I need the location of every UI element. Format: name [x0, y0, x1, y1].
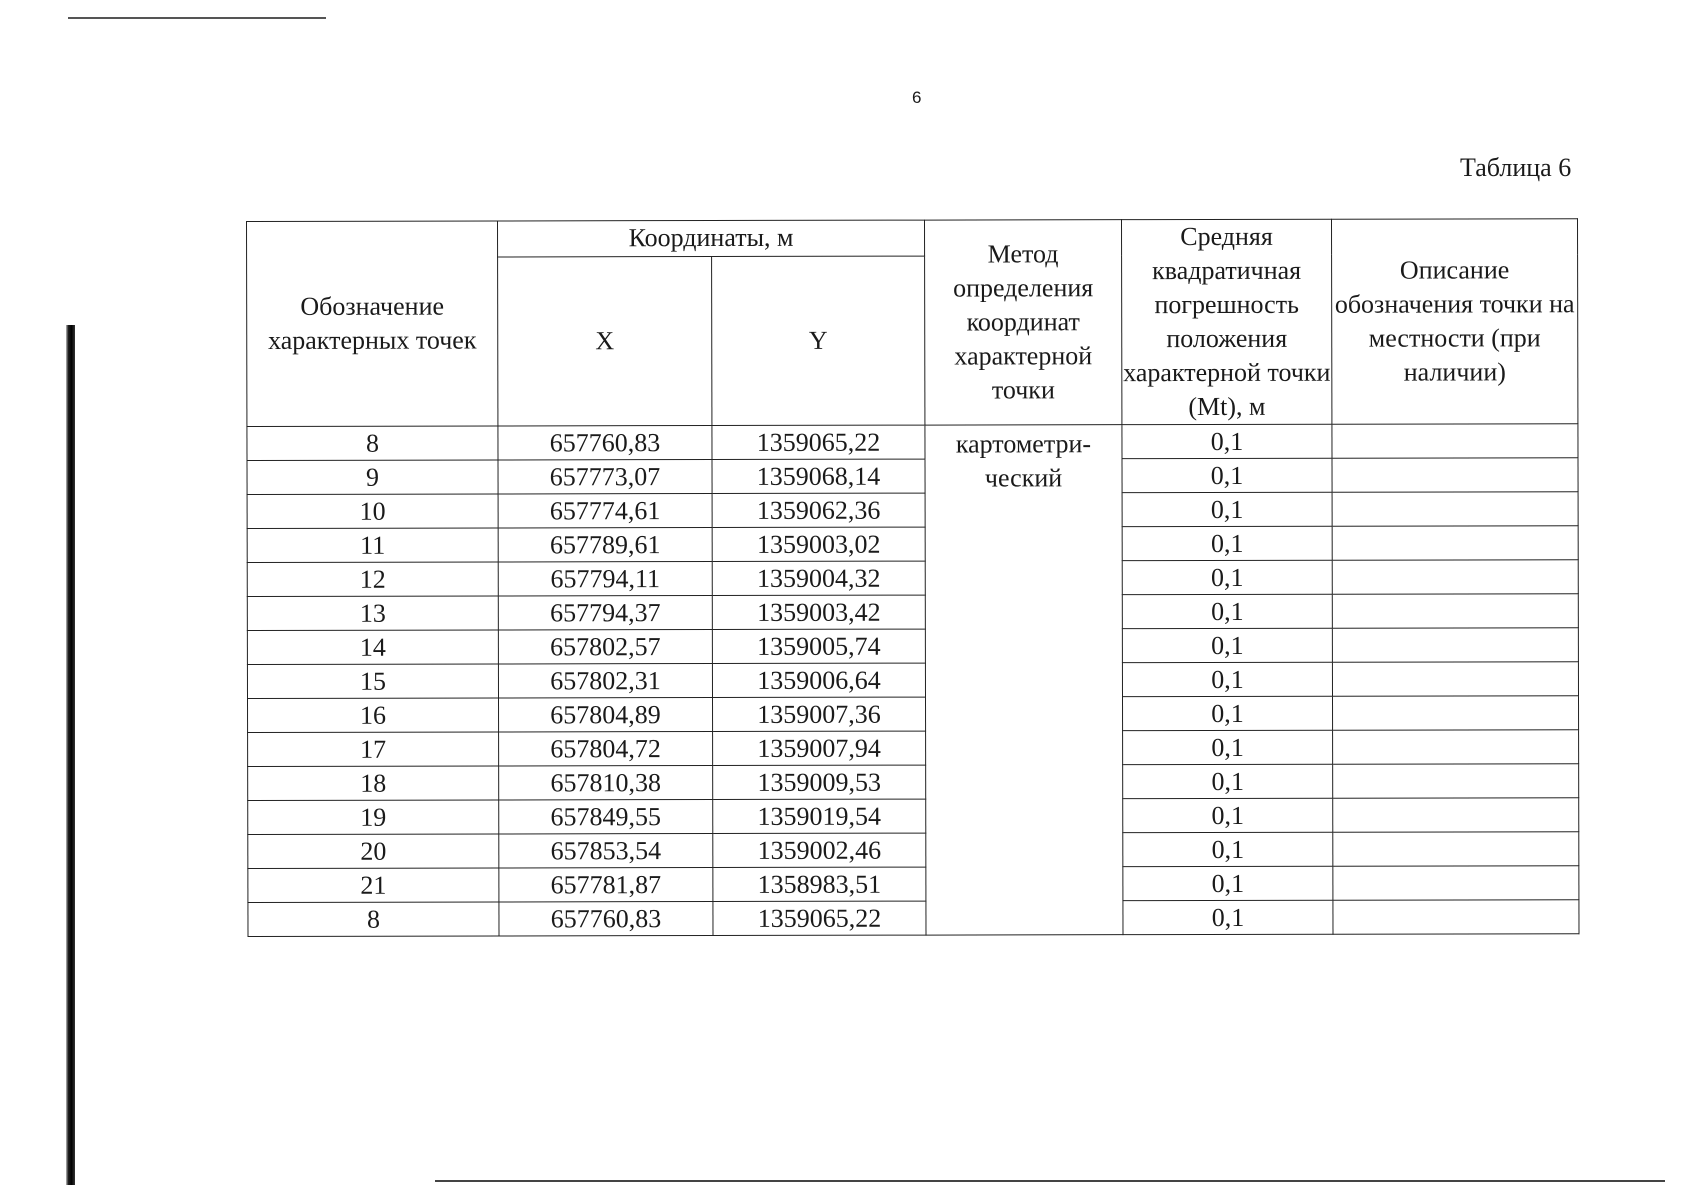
cell-description [1332, 492, 1578, 527]
cell-x: 657810,38 [499, 766, 713, 800]
cell-error: 0,1 [1122, 560, 1332, 594]
cell-point: 11 [247, 528, 498, 563]
header-method: Метод определения координат характерной точки [924, 220, 1121, 425]
cell-error: 0,1 [1122, 492, 1332, 526]
cell-point: 10 [247, 494, 498, 529]
cell-description [1333, 764, 1579, 799]
table-row [247, 594, 1578, 631]
table-row [247, 458, 1578, 495]
header-y: Y [712, 256, 925, 426]
method-value: картометри-ческий [955, 429, 1092, 493]
scan-line-bottom [435, 1180, 1665, 1182]
cell-y: 1359062,36 [712, 493, 925, 527]
cell-description [1333, 730, 1579, 765]
cell-description [1332, 662, 1578, 697]
cell-point: 20 [248, 834, 499, 869]
cell-x: 657781,87 [499, 868, 713, 902]
cell-y: 1359009,53 [713, 765, 926, 799]
cell-x: 657802,57 [498, 630, 712, 664]
cell-x: 657802,31 [498, 664, 712, 698]
table-row [248, 866, 1579, 903]
cell-point: 18 [248, 766, 499, 801]
cell-description [1332, 628, 1578, 663]
cell-point: 21 [248, 868, 499, 903]
scan-edge-left [66, 325, 75, 1185]
table-row [248, 832, 1579, 869]
cell-point: 8 [248, 902, 499, 937]
coordinates-table [246, 218, 1579, 937]
cell-x: 657774,61 [498, 494, 712, 528]
cell-y: 1359019,54 [713, 799, 926, 833]
header-x: X [498, 256, 712, 426]
cell-error: 0,1 [1123, 900, 1333, 934]
cell-point: 17 [248, 732, 499, 767]
cell-y: 1359007,94 [713, 731, 926, 765]
header-description: Описание обозначения точки на местности (при наличии) [1331, 219, 1577, 425]
cell-error: 0,1 [1123, 832, 1333, 866]
page-number: 6 [912, 88, 922, 107]
cell-method [925, 425, 1123, 935]
cell-error: 0,1 [1122, 526, 1332, 560]
table-row [248, 696, 1579, 733]
table-row [247, 662, 1578, 699]
table-row [247, 560, 1578, 597]
cell-point: 12 [247, 562, 498, 597]
scan-line-top [68, 17, 326, 19]
cell-y: 1358983,51 [713, 867, 926, 901]
cell-description [1332, 594, 1578, 629]
cell-description [1333, 798, 1579, 833]
cell-x: 657760,83 [498, 426, 712, 460]
cell-point: 19 [248, 800, 499, 835]
cell-error: 0,1 [1122, 628, 1332, 662]
cell-error: 0,1 [1122, 594, 1332, 628]
table-row [247, 424, 1578, 461]
cell-point: 14 [247, 630, 498, 665]
cell-error: 0,1 [1123, 798, 1333, 832]
cell-point: 13 [247, 596, 498, 631]
table-row [248, 730, 1579, 767]
cell-y: 1359065,22 [713, 901, 926, 935]
cell-error: 0,1 [1123, 866, 1333, 900]
cell-error: 0,1 [1122, 424, 1332, 458]
table-caption: Таблица 6 [1460, 153, 1572, 182]
cell-y: 1359005,74 [712, 629, 925, 663]
cell-description [1333, 900, 1579, 935]
table-row [247, 526, 1578, 563]
cell-error: 0,1 [1122, 662, 1332, 696]
cell-x: 657760,83 [499, 902, 713, 936]
cell-y: 1359007,36 [712, 697, 925, 731]
cell-description [1332, 526, 1578, 561]
cell-description [1332, 560, 1578, 595]
cell-x: 657773,07 [498, 460, 712, 494]
cell-x: 657789,61 [498, 528, 712, 562]
table-body [247, 424, 1579, 937]
cell-error: 0,1 [1122, 458, 1332, 492]
table-row [248, 798, 1579, 835]
cell-x: 657804,72 [499, 732, 713, 766]
cell-y: 1359006,64 [712, 663, 925, 697]
cell-error: 0,1 [1123, 730, 1333, 764]
cell-x: 657804,89 [498, 698, 712, 732]
cell-error: 0,1 [1123, 764, 1333, 798]
header-point: Обозначение характерных точек [247, 221, 498, 427]
cell-description [1332, 458, 1578, 493]
cell-description [1332, 424, 1578, 459]
table-row [248, 764, 1579, 801]
header-coordinates: Координаты, м [498, 220, 925, 257]
table-row [247, 628, 1578, 665]
header-error: Средняя квадратичная погрешность положения характерной точки (Mt), м [1121, 219, 1331, 424]
cell-y: 1359003,02 [712, 527, 925, 561]
cell-y: 1359004,32 [712, 561, 925, 595]
cell-description [1333, 832, 1579, 867]
table-row [248, 900, 1579, 937]
cell-x: 657849,55 [499, 800, 713, 834]
cell-x: 657853,54 [499, 834, 713, 868]
cell-x: 657794,11 [498, 562, 712, 596]
cell-y: 1359065,22 [712, 425, 925, 459]
cell-y: 1359068,14 [712, 459, 925, 493]
cell-error: 0,1 [1122, 696, 1332, 730]
cell-point: 16 [248, 698, 499, 733]
cell-y: 1359002,46 [713, 833, 926, 867]
cell-point: 15 [247, 664, 498, 699]
cell-point: 8 [247, 426, 498, 461]
table-row [247, 492, 1578, 529]
cell-x: 657794,37 [498, 596, 712, 630]
cell-description [1332, 696, 1578, 731]
cell-description [1333, 866, 1579, 901]
cell-y: 1359003,42 [712, 595, 925, 629]
cell-point: 9 [247, 460, 498, 495]
